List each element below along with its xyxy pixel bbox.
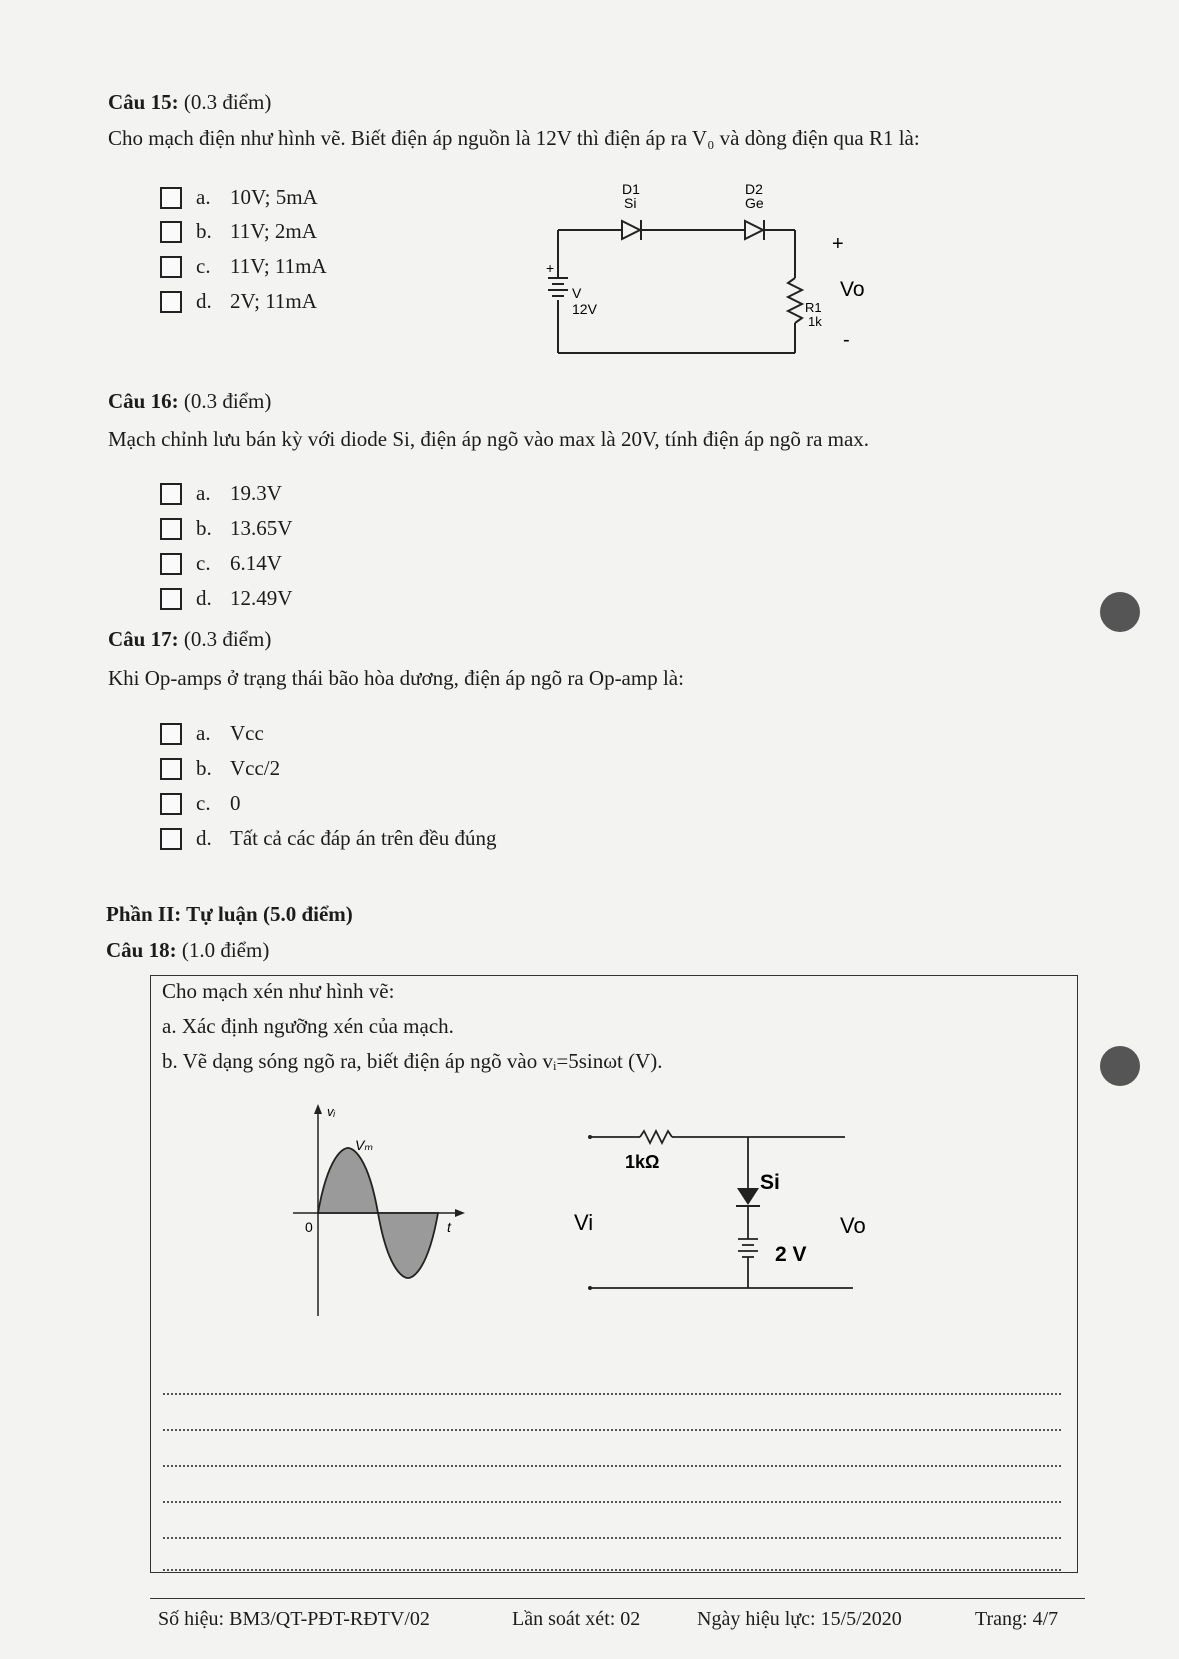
option-letter: a. — [196, 481, 211, 505]
option-letter: b. — [196, 516, 212, 540]
d1-label: D1 — [622, 181, 640, 197]
option-letter: d. — [196, 826, 212, 850]
q15-label: Câu 15: — [108, 90, 179, 114]
q15-option-d[interactable] — [160, 289, 317, 314]
q18-clipper-circuit — [560, 1115, 870, 1305]
graph-x-label: t — [447, 1219, 451, 1235]
q17-heading — [108, 627, 271, 652]
checkbox[interactable] — [160, 518, 182, 540]
axis-arrow-icon — [455, 1209, 465, 1217]
r1-value: 1k — [808, 314, 822, 329]
option-text: 19.3V — [230, 481, 282, 505]
graph-y-label: vᵢ — [327, 1104, 336, 1119]
q16-option-b[interactable] — [160, 516, 292, 541]
punch-hole-bottom — [1100, 1046, 1140, 1086]
option-letter: a. — [196, 185, 211, 209]
option-letter: d. — [196, 289, 212, 313]
q17-label: Câu 17: — [108, 627, 179, 651]
diode-label: Si — [760, 1171, 780, 1194]
footer-page: Trang: 4/7 — [975, 1608, 1059, 1630]
source-value: 12V — [572, 301, 597, 317]
option-text: 0 — [230, 791, 241, 815]
source-label: V — [572, 285, 582, 301]
option-text: Tất cả các đáp án trên đều đúng — [230, 826, 497, 850]
answer-line[interactable] — [163, 1429, 1061, 1431]
checkbox[interactable] — [160, 256, 182, 278]
q15-circuit-diagram — [530, 178, 890, 363]
answer-line[interactable] — [163, 1569, 1061, 1571]
checkbox[interactable] — [160, 828, 182, 850]
option-text: 12.49V — [230, 586, 293, 610]
answer-line[interactable] — [163, 1393, 1061, 1395]
checkbox[interactable] — [160, 221, 182, 243]
footer-effective-date: Ngày hiệu lực: 15/5/2020 — [697, 1608, 902, 1630]
axis-arrow-icon — [314, 1104, 322, 1114]
checkbox[interactable] — [160, 588, 182, 610]
option-letter: c. — [196, 551, 211, 575]
answer-line[interactable] — [163, 1537, 1061, 1539]
vo-label: Vo — [840, 1213, 866, 1238]
q16-text: Mạch chỉnh lưu bán kỳ với diode Si, điện áp ngõ vào max là 20V, tính điện áp ngõ ra max. — [108, 427, 870, 451]
checkbox[interactable] — [160, 291, 182, 313]
q15-points: (0.3 điểm) — [183, 90, 272, 114]
q15-option-c[interactable] — [160, 254, 327, 279]
d2-type: Ge — [745, 195, 764, 211]
q15-heading — [108, 90, 271, 115]
checkbox[interactable] — [160, 553, 182, 575]
checkbox[interactable] — [160, 723, 182, 745]
q17-option-b[interactable] — [160, 756, 280, 781]
q18-points: (1.0 điểm) — [181, 938, 270, 962]
option-text: 13.65V — [230, 516, 293, 540]
q17-option-c[interactable] — [160, 791, 241, 816]
battery-label: 2 V — [775, 1243, 807, 1266]
option-text: Vcc — [230, 721, 264, 745]
checkbox[interactable] — [160, 187, 182, 209]
option-text: Vcc/2 — [230, 756, 281, 780]
battery-plus: + — [546, 260, 555, 276]
diode-d1-icon — [622, 220, 641, 240]
d2-label: D2 — [745, 181, 763, 197]
q18-line-2: a. Xác định ngưỡng xén của mạch. — [162, 1014, 454, 1038]
q18-line-1: Cho mạch xén như hình vẽ: — [162, 979, 395, 1003]
footer-revision: Lần soát xét: 02 — [512, 1608, 641, 1630]
option-text: 2V; 11mA — [230, 289, 317, 313]
q17-option-d[interactable] — [160, 826, 496, 851]
vo-plus: + — [832, 233, 844, 255]
q16-option-a[interactable] — [160, 481, 282, 506]
q16-points: (0.3 điểm) — [183, 389, 272, 413]
q15-option-a[interactable] — [160, 185, 318, 210]
punch-hole-top — [1100, 592, 1140, 632]
option-letter: b. — [196, 756, 212, 780]
answer-line[interactable] — [163, 1501, 1061, 1503]
resistor-label: 1kΩ — [625, 1152, 660, 1172]
q16-option-c[interactable] — [160, 551, 282, 576]
option-text: 11V; 11mA — [230, 254, 327, 278]
graph-origin: 0 — [305, 1219, 313, 1235]
option-letter: c. — [196, 791, 211, 815]
answer-line[interactable] — [163, 1465, 1061, 1467]
q16-heading — [108, 389, 271, 414]
r1-label: R1 — [805, 300, 822, 315]
graph-peak-label: Vₘ — [355, 1137, 374, 1153]
checkbox[interactable] — [160, 483, 182, 505]
q17-text: Khi Op-amps ở trạng thái bão hòa dương, điện áp ngõ ra Op-amp là: — [108, 666, 684, 690]
q17-option-a[interactable] — [160, 721, 264, 746]
option-text: 11V; 2mA — [230, 219, 317, 243]
q18-line-3: b. Vẽ dạng sóng ngõ ra, biết điện áp ngõ vào vᵢ=5sinωt (V). — [162, 1049, 663, 1073]
option-letter: b. — [196, 219, 212, 243]
diode-si-icon — [736, 1188, 760, 1206]
vo-label: Vo — [840, 278, 865, 301]
q15-option-b[interactable] — [160, 219, 317, 244]
part2-title: Phần II: Tự luận (5.0 điểm) — [106, 902, 353, 926]
option-letter: d. — [196, 586, 212, 610]
footer-rule — [150, 1598, 1085, 1599]
option-text: 10V; 5mA — [230, 185, 318, 209]
q18-heading — [106, 938, 269, 963]
option-text: 6.14V — [230, 551, 282, 575]
checkbox[interactable] — [160, 793, 182, 815]
q15-text: Cho mạch điện như hình vẽ. Biết điện áp nguồn là 12V thì điện áp ra V₀ và dòng điện qua R1 là: — [108, 126, 920, 150]
checkbox[interactable] — [160, 758, 182, 780]
footer-code: Số hiệu: BM3/QT-PĐT-RĐTV/02 — [158, 1608, 430, 1630]
q18-label: Câu 18: — [106, 938, 177, 962]
option-letter: c. — [196, 254, 211, 278]
diode-d2-icon — [745, 220, 764, 240]
vi-label: Vi — [574, 1210, 594, 1235]
q18-input-waveform — [285, 1098, 475, 1320]
q16-label: Câu 16: — [108, 389, 179, 413]
q17-points: (0.3 điểm) — [183, 627, 272, 651]
vo-minus: - — [843, 329, 850, 351]
d1-type: Si — [624, 195, 637, 211]
q16-option-d[interactable] — [160, 586, 292, 611]
option-letter: a. — [196, 721, 211, 745]
